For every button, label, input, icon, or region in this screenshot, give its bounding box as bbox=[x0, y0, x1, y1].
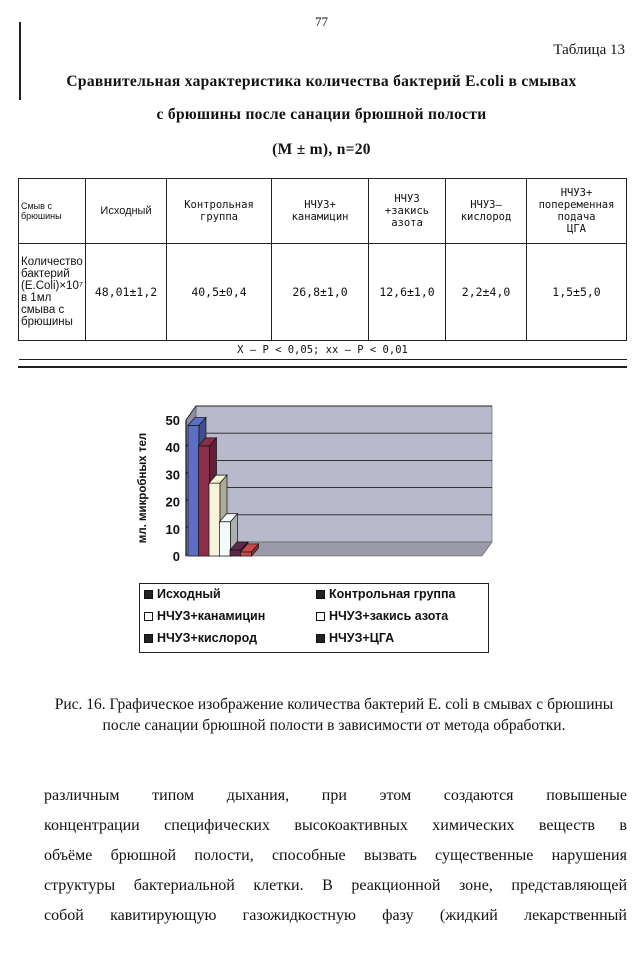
word: веществ bbox=[538, 817, 595, 834]
row-label-line: смыва с bbox=[21, 304, 65, 316]
legend-label: Исходный bbox=[157, 587, 221, 601]
column-header bbox=[527, 179, 627, 244]
table-bottom-rule bbox=[18, 366, 627, 368]
y-tick-label: 40 bbox=[165, 440, 180, 456]
table-cell: 26,8±1,0 bbox=[272, 244, 369, 341]
bar-chart bbox=[120, 404, 510, 576]
header-line: НЧУЗ– bbox=[470, 199, 502, 211]
word: бактериальной bbox=[133, 877, 235, 894]
table-title-line-1: Сравнительная характеристика количества бактерий E.coli в смывах bbox=[66, 73, 577, 90]
y-axis-label: мл. микробных тел bbox=[137, 432, 149, 544]
table-title-line-2: с брюшины после санации брюшной полости bbox=[156, 106, 487, 123]
header-line: НЧУЗ bbox=[394, 193, 420, 205]
legend-swatch bbox=[144, 612, 153, 621]
row-label-line: Количество bbox=[21, 256, 83, 268]
chart-bar bbox=[188, 425, 199, 556]
word: объёме bbox=[44, 847, 93, 864]
word: зоне, bbox=[458, 877, 493, 894]
legend-item bbox=[316, 587, 455, 601]
header-line: попеременная bbox=[538, 199, 615, 211]
table-title-line-3: (M ± m), n=20 bbox=[272, 141, 371, 158]
word: В bbox=[322, 877, 333, 894]
word: брюшной bbox=[110, 847, 177, 864]
word: различным bbox=[44, 787, 120, 804]
word: газожидкостную bbox=[242, 907, 356, 924]
legend-item bbox=[316, 609, 448, 623]
column-header bbox=[167, 179, 272, 244]
body-text-line bbox=[44, 847, 627, 865]
column-header bbox=[369, 179, 446, 244]
row-label-line: бактерий bbox=[21, 268, 70, 280]
legend-swatch bbox=[316, 634, 325, 643]
table-cell: 12,6±1,0 bbox=[369, 244, 446, 341]
y-tick-label: 10 bbox=[165, 521, 180, 537]
legend-swatch bbox=[316, 612, 325, 621]
column-header bbox=[272, 179, 369, 244]
legend-swatch bbox=[144, 590, 153, 599]
header-line: Смыв с bbox=[21, 201, 52, 211]
chart-legend bbox=[139, 583, 489, 653]
legend-swatch bbox=[316, 590, 325, 599]
header-line: ЦГА bbox=[567, 223, 586, 235]
word: полости, bbox=[194, 847, 254, 864]
header-line: канамицин bbox=[291, 211, 349, 223]
table-number: Таблица 13 bbox=[553, 42, 625, 58]
y-tick-label: 20 bbox=[165, 494, 180, 510]
table-header-row bbox=[19, 179, 627, 244]
legend-label: НЧУЗ+ЦГА bbox=[329, 631, 395, 645]
header-line: подача bbox=[557, 211, 596, 223]
header-line: Контрольная bbox=[184, 199, 254, 211]
legend-label: Контрольная группа bbox=[329, 587, 456, 601]
word: структуры bbox=[44, 877, 116, 894]
word: концентрации bbox=[44, 817, 140, 834]
word: представляющей bbox=[511, 877, 627, 894]
legend-swatch bbox=[144, 634, 153, 643]
y-tick-label: 50 bbox=[165, 413, 180, 428]
header-line: группа bbox=[200, 211, 238, 223]
header-line: кислород bbox=[460, 211, 512, 223]
row-label-line: в 1мл bbox=[21, 292, 52, 304]
header-line: Исходный bbox=[100, 205, 152, 217]
legend-label: НЧУЗ+кислород bbox=[157, 631, 258, 645]
word: нарушения bbox=[551, 847, 627, 864]
word: вызвать bbox=[363, 847, 417, 864]
figure-caption: Рис. 16. Графическое изображение количества бактерий E. coli в смывах с брюшины после санации брюшной полости в зависимости от метода обработки. bbox=[54, 696, 614, 734]
legend-item bbox=[144, 631, 257, 645]
table-cell: 40,5±0,4 bbox=[167, 244, 272, 341]
word: этом bbox=[379, 787, 412, 804]
page-number: 77 bbox=[315, 14, 328, 29]
word: типом bbox=[152, 787, 195, 804]
word: повышеные bbox=[546, 787, 627, 804]
body-text-line bbox=[44, 877, 627, 895]
legend-label: НЧУЗ+закись азота bbox=[329, 609, 449, 623]
word: высокоактивных bbox=[294, 817, 408, 834]
word: реакционной bbox=[351, 877, 441, 894]
column-header bbox=[86, 179, 167, 244]
results-table bbox=[18, 178, 627, 360]
word: при bbox=[321, 787, 347, 804]
table-footnote-row bbox=[19, 341, 627, 360]
word: кавитирующую bbox=[110, 907, 217, 924]
header-line: +закись bbox=[384, 205, 430, 217]
word: в bbox=[619, 817, 627, 834]
word: фазу bbox=[382, 907, 414, 924]
chart-bar bbox=[241, 552, 252, 556]
word: лекарственный bbox=[524, 907, 627, 924]
table-cell: 1,5±5,0 bbox=[527, 244, 627, 341]
table-cell: 2,2±4,0 bbox=[446, 244, 527, 341]
word: дыхания, bbox=[226, 787, 290, 804]
word: клетки. bbox=[253, 877, 304, 894]
header-line: НЧУЗ+ bbox=[304, 199, 336, 211]
column-header bbox=[446, 179, 527, 244]
word: создаются bbox=[443, 787, 514, 804]
row-label-line: брюшины bbox=[21, 316, 73, 328]
y-tick-label: 30 bbox=[165, 467, 180, 483]
body-text-line bbox=[44, 787, 627, 805]
chart-bar bbox=[230, 550, 241, 556]
chart-bar bbox=[220, 522, 231, 556]
chart-back-wall bbox=[196, 406, 492, 542]
table-footnote: Х – Р < 0,05; хх – Р < 0,01 bbox=[19, 341, 627, 360]
legend-item bbox=[144, 609, 265, 623]
word: химических bbox=[432, 817, 515, 834]
table-corner-header bbox=[19, 179, 86, 244]
legend-item bbox=[144, 587, 221, 601]
y-tick-label: 0 bbox=[172, 549, 180, 564]
word: собой bbox=[44, 907, 84, 924]
word: (жидкий bbox=[439, 907, 498, 924]
row-label-line: (E.Coli)×10⁷ bbox=[21, 280, 84, 292]
word: способные bbox=[271, 847, 346, 864]
body-text-line bbox=[44, 817, 627, 835]
header-line: азота bbox=[391, 217, 423, 229]
word: специфических bbox=[164, 817, 270, 834]
header-line: брюшины bbox=[21, 211, 62, 221]
legend-item bbox=[316, 631, 394, 645]
legend-label: НЧУЗ+канамицин bbox=[157, 609, 266, 623]
table-row bbox=[19, 244, 627, 341]
table-cell: 48,01±1,2 bbox=[86, 244, 167, 341]
word: существенные bbox=[435, 847, 534, 864]
row-label bbox=[19, 244, 86, 341]
body-text-line bbox=[44, 907, 627, 925]
chart-bar bbox=[209, 483, 220, 556]
header-line: НЧУЗ+ bbox=[560, 187, 593, 199]
chart-bar bbox=[199, 446, 210, 556]
